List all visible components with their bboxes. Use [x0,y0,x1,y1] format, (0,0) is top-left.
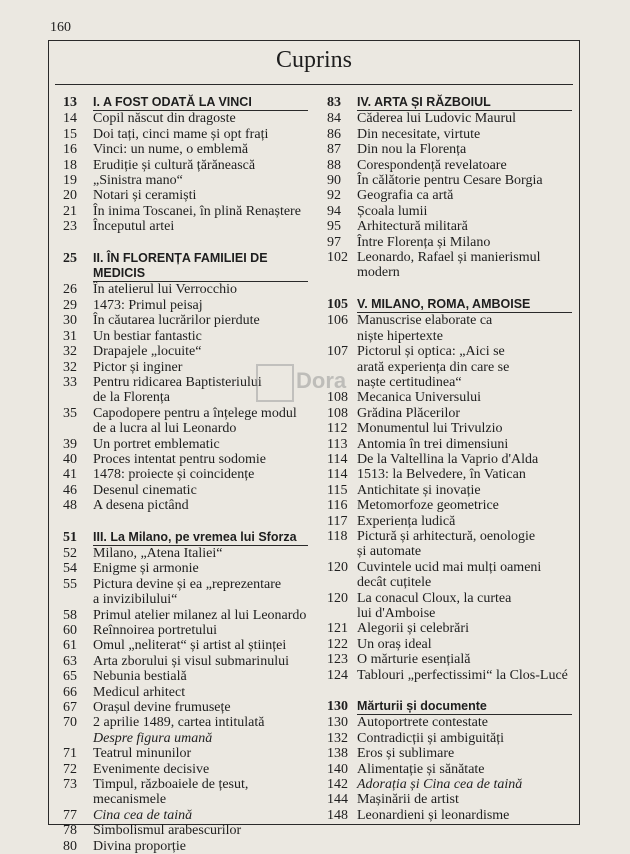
toc-entry-title: Drapajele „locuite“ [93,344,202,360]
watermark-book-icon [256,364,294,402]
toc-entry [327,188,572,203]
toc-entry [327,127,572,142]
toc-page-number: 88 [327,157,341,173]
toc-entry-title: Alegorii și celebrări [357,621,469,637]
toc-page-number: 33 [63,374,77,390]
toc-entry-title: Experiența ludică [357,513,456,529]
toc-entry-title: Divina proporție [93,838,186,854]
toc-entry-title: Alimentație și sănătate [357,761,485,777]
toc-entry [63,685,308,700]
toc-page-number: 48 [63,498,77,514]
toc-entry-title: Capodopere pentru a înțelege modul de a lucra al lui Leonardo [93,405,297,437]
toc-page-number: 97 [327,234,341,250]
toc-entry-title: Începutul artei [93,219,175,235]
toc-entry [327,142,572,157]
toc-entry [63,498,308,513]
toc-page-number: 121 [327,621,348,637]
toc-page-number: 63 [63,653,77,669]
toc-entry [63,127,308,142]
toc-entry [63,623,308,638]
toc-entry-title: Din necesitate, virtute [357,126,481,142]
toc-entry [63,546,308,561]
toc-left-column [63,95,308,854]
toc-entry-title: Reînnoirea portretului [93,623,218,638]
toc-page-number: 29 [63,297,77,313]
toc-page-number: 54 [63,561,77,577]
toc-page-number: 71 [63,746,77,762]
toc-page-number: 95 [327,219,341,235]
toc-page-number: 144 [327,792,348,808]
toc-entry-title: Arhitectură militară [357,219,468,235]
toc-entry [327,235,572,250]
toc-entry [63,608,308,623]
toc-page-number: 87 [327,142,341,158]
toc-entry [327,173,572,188]
toc-entry-title: Primul atelier milanez al lui Leonardo [93,607,307,623]
toc-section-heading [63,95,308,111]
toc-entry-title: Nebunia bestială [93,669,187,685]
toc-entry-title: Leonardo, Rafael și manierismul modern [357,250,541,281]
toc-page-number: 30 [63,313,77,329]
toc-entry-title: Un portret emblematic [93,436,220,452]
toc-page-number: 51 [63,529,77,545]
toc-entry-title: 1478: proiecte și coincidențe [93,467,255,483]
toc-entry [63,298,308,313]
toc-entry [327,668,572,683]
toc-entry [63,329,308,344]
toc-entry [327,158,572,173]
toc-entry-title: Mărturii și documente [357,699,572,715]
toc-entry-title: Arta zborului și visul submarinului [93,653,289,669]
toc-page-number: 70 [63,715,77,731]
toc-entry-title: Mecanica Universului [357,390,482,406]
toc-entry [327,421,572,436]
toc-entry-title: Grădina Plăcerilor [357,405,461,421]
toc-page-number: 114 [327,451,348,467]
toc-section-heading [63,530,308,546]
toc-entry [63,839,308,854]
toc-entry [63,654,308,669]
toc-page-number: 123 [327,652,348,668]
toc-page-number: 19 [63,173,77,189]
toc-entry-title: V. MILANO, ROMA, AMBOISE [357,297,572,313]
toc-entry-title: Copil născut din dragoste [93,111,236,127]
toc-entry [327,746,572,761]
toc-entry-title: Antomia în trei dimensiuni [357,436,509,452]
toc-entry [327,467,572,482]
toc-entry-title: Vinci: un nume, o emblemă [93,142,249,158]
toc-page-number: 52 [63,545,77,561]
toc-entry [327,344,572,390]
toc-entry-title: La conacul Cloux, la curtea lui d'Amboise [357,590,512,621]
toc-entry-title: Un bestiar fantastic [93,328,202,344]
toc-entry-title: Pictura devine și ea „reprezentare a invizibilului“ [93,576,282,608]
toc-page-number: 14 [63,111,77,127]
toc-entry-title: Antichitate și inovație [357,482,481,498]
toc-page-number: 78 [63,823,77,839]
toc-page-number: 58 [63,607,77,623]
toc-entry [327,560,572,591]
toc-page-number: 94 [327,203,341,219]
toc-entry-title: Pictor și inginer [93,359,183,375]
toc-page-number: 60 [63,623,77,638]
page-number: 160 [50,20,71,35]
toc-entry [327,808,572,823]
toc-page-number: 55 [63,576,77,592]
toc-entry [63,204,308,219]
toc-entry-title: Manuscrise elaborate ca niște hipertexte [357,313,493,344]
toc-entry-title: III. La Milano, pe vremea lui Sforza [93,530,308,546]
toc-entry [63,746,308,761]
toc-entry [327,219,572,234]
toc-section-heading [327,699,572,715]
toc-entry-title: Mașinării de artist [357,792,459,808]
toc-page-number: 66 [63,684,77,700]
toc-entry [63,561,308,576]
toc-page-number: 108 [327,390,348,406]
section-gap [327,281,572,297]
toc-page-number: 122 [327,636,348,652]
toc-page-number: 130 [327,715,348,731]
toc-entry [327,452,572,467]
toc-entry-title: Erudiție și cultură țărănească [93,157,256,173]
toc-page-number: 67 [63,700,77,716]
toc-entry [63,406,308,437]
toc-page-number: 102 [327,250,348,266]
toc-entry-title: I. A FOST ODATĂ LA VINCI [93,95,308,111]
toc-entry-title: Medicul arhitect [93,684,186,700]
toc-entry [63,823,308,838]
toc-page-number: 15 [63,126,77,142]
toc-entry [63,188,308,203]
toc-entry-title: Omul „neliterat“ și artist al științei [93,638,287,654]
toc-section-heading [327,95,572,111]
toc-page-number: 23 [63,219,77,235]
toc-entry-title: În călătorie pentru Cesare Borgia [357,173,543,189]
toc-entry-title: Notari și ceramiști [93,188,197,204]
toc-entry-title: Pentru ridicarea Baptisteriului de la Florența [93,374,262,406]
toc-entry-title: Căderea lui Ludovic Maurul [357,111,517,127]
toc-entry [63,282,308,297]
toc-page-number: 18 [63,157,77,173]
title-rule [55,84,573,85]
toc-entry-title: Școala lumii [357,203,428,219]
toc-entry-title: Un oraș ideal [357,636,432,652]
toc-entry [327,715,572,730]
toc-entry [327,111,572,126]
toc-entry [327,498,572,513]
toc-entry [63,700,308,715]
toc-entry-title: Simbolismul arabescurilor [93,823,242,839]
toc-entry-title: Din nou la Florența [357,142,467,158]
toc-page-number: 120 [327,559,348,575]
toc-entry-title: De la Valtellina la Vaprio d'Alda [357,451,539,467]
toc-page-number: 20 [63,188,77,204]
toc-page-number: 113 [327,436,348,452]
toc-entry-title: Între Florența și Milano [357,234,491,250]
toc-entry [63,437,308,452]
watermark [256,360,360,404]
toc-entry-title: 2 aprilie 1489, cartea intitulată [93,715,265,731]
toc-page-number: 65 [63,669,77,685]
toc-entry-title: Evenimente decisive [93,761,210,777]
toc-entry [63,173,308,188]
section-gap [327,683,572,699]
toc-page-number: 73 [63,777,77,793]
toc-entry-title: Doi tați, cinci mame și opt frați [93,126,269,142]
toc-entry [327,731,572,746]
toc-entry [63,483,308,498]
toc-entry-title: Geografia ca artă [357,188,454,204]
toc-page-number: 40 [63,451,77,467]
toc-page-number: 112 [327,421,348,437]
page-title: Cuprins [275,47,352,73]
toc-page-number: 83 [327,95,341,110]
toc-page-number: 92 [327,188,341,204]
toc-entry [63,669,308,684]
toc-page-number: 39 [63,436,77,452]
toc-entry-title: Despre figura umană [93,730,213,746]
toc-entry [327,390,572,405]
toc-entry [327,762,572,777]
toc-page-number: 132 [327,730,348,746]
toc-page-number: 86 [327,126,341,142]
toc-page-number: 32 [63,359,77,375]
toc-entry [327,437,572,452]
toc-entry-title: În inima Toscanei, în plină Renaștere [93,203,301,219]
toc-entry-title: II. ÎN FLORENȚA FAMILIEI DE MEDICIS [93,251,308,283]
toc-entry [327,406,572,421]
toc-entry [63,158,308,173]
toc-entry-title: Enigme și armonie [93,561,199,577]
toc-page-number: 31 [63,328,77,344]
toc-entry-title: Contradicții și ambiguități [357,730,504,746]
toc-entry [63,731,308,746]
toc-entry-title: O mărturie esențială [357,652,471,668]
toc-entry-title: Teatrul minunilor [93,746,192,762]
toc-entry [327,591,572,622]
toc-entry [327,250,572,281]
toc-page-number: 35 [63,405,77,421]
toc-entry-title: Proces intentat pentru sodomie [93,451,267,467]
toc-page-number: 114 [327,467,348,483]
toc-page-number: 117 [327,513,348,529]
toc-entry [63,313,308,328]
toc-entry [327,529,572,560]
toc-entry-title: Adorația și Cina cea de taină [357,777,523,793]
toc-entry [63,467,308,482]
toc-entry-title: Corespondență revelatoare [357,157,507,173]
toc-page-number: 130 [327,699,348,715]
toc-entry [63,808,308,823]
toc-page-number: 77 [63,807,77,823]
toc-entry [63,777,308,808]
toc-entry-title: Autoportrete contestate [357,715,489,731]
toc-page-number: 72 [63,761,77,777]
toc-right-column [327,95,572,823]
toc-entry [327,204,572,219]
toc-page-number: 118 [327,528,348,544]
toc-entry-title: Leonardieni și leonardisme [357,807,510,823]
toc-entry [63,715,308,730]
toc-entry [63,111,308,126]
toc-entry-title: Monumentul lui Trivulzio [357,421,503,437]
toc-page-number: 41 [63,467,77,483]
toc-page-number: 16 [63,142,77,158]
toc-page-number: 32 [63,344,77,360]
toc-page-number: 26 [63,282,77,298]
toc-page-number: 25 [63,250,77,266]
toc-entry [327,652,572,667]
toc-entry-title: Orașul devine frumusețe [93,700,231,716]
toc-entry-title: 1473: Primul peisaj [93,297,203,313]
toc-page-number: 138 [327,746,348,762]
toc-page-number: 46 [63,482,77,498]
toc-page-number: 21 [63,203,77,219]
toc-page-number: 107 [327,344,348,360]
toc-entry-title: 1513: la Belvedere, în Vatican [357,467,526,483]
toc-page-number: 80 [63,838,77,854]
toc-entry [63,452,308,467]
toc-page-number: 61 [63,638,77,654]
toc-entry [63,344,308,359]
toc-page-number: 142 [327,777,348,793]
toc-entry-title: IV. ARTA ȘI RĂZBOIUL [357,95,572,111]
toc-entry-title: Metomorfoze geometrice [357,498,499,514]
toc-page-number: 116 [327,498,348,514]
toc-entry-title: Tablouri „perfectissimi“ la Clos-Lucé [357,667,568,683]
toc-entry [63,219,308,234]
toc-entry [327,514,572,529]
toc-entry [63,142,308,157]
toc-entry-title: Pictură și arhitectură, oenologie și automate [357,528,536,560]
watermark-text: Dora [296,368,347,393]
toc-entry [327,483,572,498]
toc-entry [327,792,572,807]
toc-page-number: 115 [327,482,348,498]
toc-entry-title: Pictorul și optica: „Aici se arată experiența din care se naște certitudinea“ [357,344,510,390]
toc-page-number: 90 [327,173,341,189]
section-gap [63,514,308,530]
toc-page-number: 120 [327,590,348,606]
toc-entry-title: Eros și sublimare [357,746,455,762]
toc-section-heading [63,251,308,283]
toc-entry [63,638,308,653]
toc-page-number: 105 [327,296,348,312]
toc-page-number: 13 [63,95,77,110]
toc-entry [327,621,572,636]
toc-page-number: 140 [327,761,348,777]
toc-page-number: 124 [327,667,348,683]
toc-entry-title: Timpul, războaiele de țesut, mecanismele [93,777,249,808]
toc-section-heading [327,297,572,313]
toc-entry-title: Milano, „Atena Italiei“ [93,545,223,561]
toc-entry [327,637,572,652]
toc-entry-title: În atelierul lui Verrocchio [93,282,237,298]
toc-entry-title: „Sinistra mano“ [93,173,183,189]
toc-page-number: 106 [327,313,348,329]
toc-entry-title: A desena pictând [93,498,189,514]
toc-page-number: 84 [327,111,341,127]
toc-entry-title: Desenul cinematic [93,482,197,498]
toc-entry [327,777,572,792]
toc-entry [63,762,308,777]
toc-entry-title: În căutarea lucrărilor pierdute [93,313,260,329]
contents-frame [48,40,580,854]
toc-entry [63,577,308,608]
toc-entry [327,313,572,344]
toc-entry-title: Cuvintele ucid mai mulți oameni decât cuțitele [357,559,542,591]
section-gap [63,235,308,251]
toc-page-number: 148 [327,807,348,823]
toc-page-number: 108 [327,405,348,421]
toc-entry-title: Cina cea de taină [93,807,193,823]
